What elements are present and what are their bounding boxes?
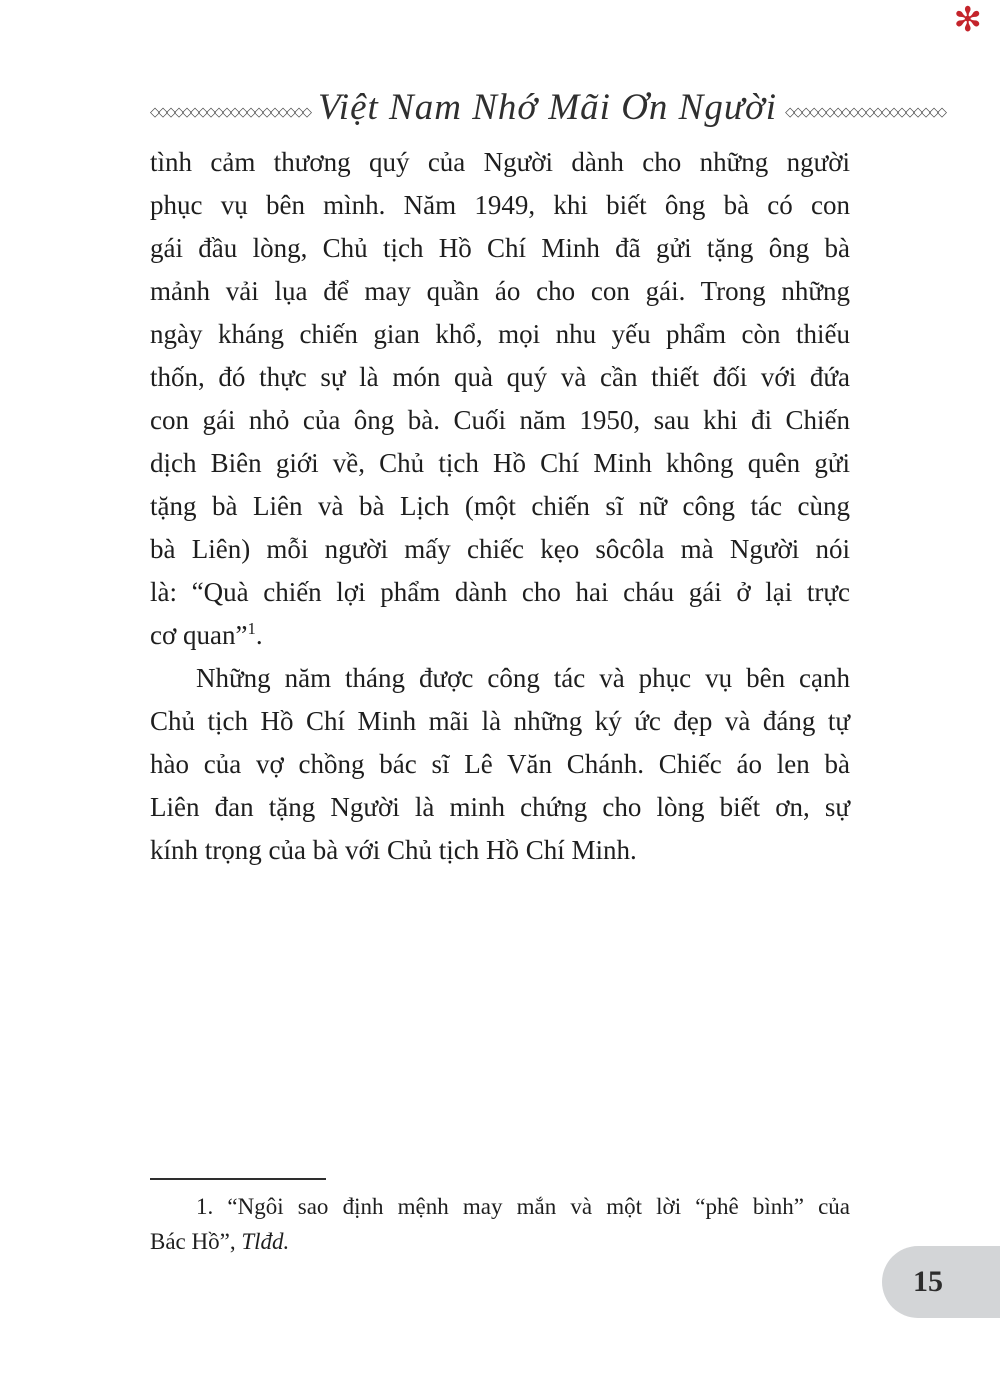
text-line: là: “Quà chiến lợi phẩm dành cho hai cháu gái ở lại trực — [150, 577, 850, 607]
footnote-source-text: Bác Hồ”, — [150, 1229, 242, 1254]
text-line: Chủ tịch Hồ Chí Minh mãi là những ký ức đẹp và đáng tự — [150, 706, 850, 736]
ornament-right: ◇◇◇◇◇◇◇◇◇◇◇◇◇◇◇◇◇◇◇◇ — [785, 103, 946, 119]
text-line: Liên đan tặng Người là minh chứng cho lòng biết ơn, sự — [150, 792, 850, 822]
page-header — [150, 86, 946, 129]
text-line: mảnh vải lụa để may quần áo cho con gái. Trong những — [150, 276, 850, 306]
footnote-reference: 1 — [247, 619, 256, 638]
footnote-separator — [150, 1178, 326, 1180]
page-number: 15 — [913, 1265, 943, 1298]
footnote-line: 1. “Ngôi sao định mệnh may mắn và một lời “phê bình” của — [196, 1194, 850, 1219]
text-line: phục vụ bên mình. Năm 1949, khi biết ông bà có con — [150, 190, 850, 220]
text-line: Những năm tháng được công tác và phục vụ bên cạnh — [196, 663, 850, 693]
footnote-line — [150, 1224, 850, 1259]
text-line: tình cảm thương quý của Người dành cho những người — [150, 147, 850, 177]
ornament-left: ◇◇◇◇◇◇◇◇◇◇◇◇◇◇◇◇◇◇◇◇ — [150, 103, 310, 119]
text-line: kính trọng của bà với Chủ tịch Hồ Chí Minh. — [150, 835, 637, 865]
flower-icon: ✻ — [953, 2, 982, 39]
footnote — [150, 1178, 850, 1259]
text-line: thốn, đó thực sự là món quà quý và cần thiết đối với đứa — [150, 362, 850, 392]
text-line: tặng bà Liên và bà Lịch (một chiến sĩ nữ công tác cùng — [150, 491, 850, 521]
running-title: Việt Nam Nhớ Mãi Ơn Người — [317, 87, 778, 128]
text-line: con gái nhỏ của ông bà. Cuối năm 1950, sau khi đi Chiến — [150, 405, 850, 435]
text-line: gái đầu lòng, Chủ tịch Hồ Chí Minh đã gửi tặng ông bà — [150, 233, 850, 263]
body-text — [150, 141, 850, 872]
text-line: dịch Biên giới về, Chủ tịch Hồ Chí Minh không quên gửi — [150, 448, 850, 478]
paragraph-end-text: cơ quan” — [150, 620, 248, 650]
text-line: ngày kháng chiến gian khổ, mọi nhu yếu phẩm còn thiếu — [150, 319, 850, 349]
paragraph-end-period: . — [255, 620, 263, 650]
text-line — [150, 614, 850, 657]
text-line: hào của vợ chồng bác sĩ Lê Văn Chánh. Chiếc áo len bà — [150, 749, 850, 779]
text-line: bà Liên) mỗi người mấy chiếc kẹo sôcôla mà Người nói — [150, 534, 850, 564]
page-number-badge — [882, 1246, 1000, 1318]
footnote-source-italic: Tlđd. — [241, 1229, 290, 1254]
